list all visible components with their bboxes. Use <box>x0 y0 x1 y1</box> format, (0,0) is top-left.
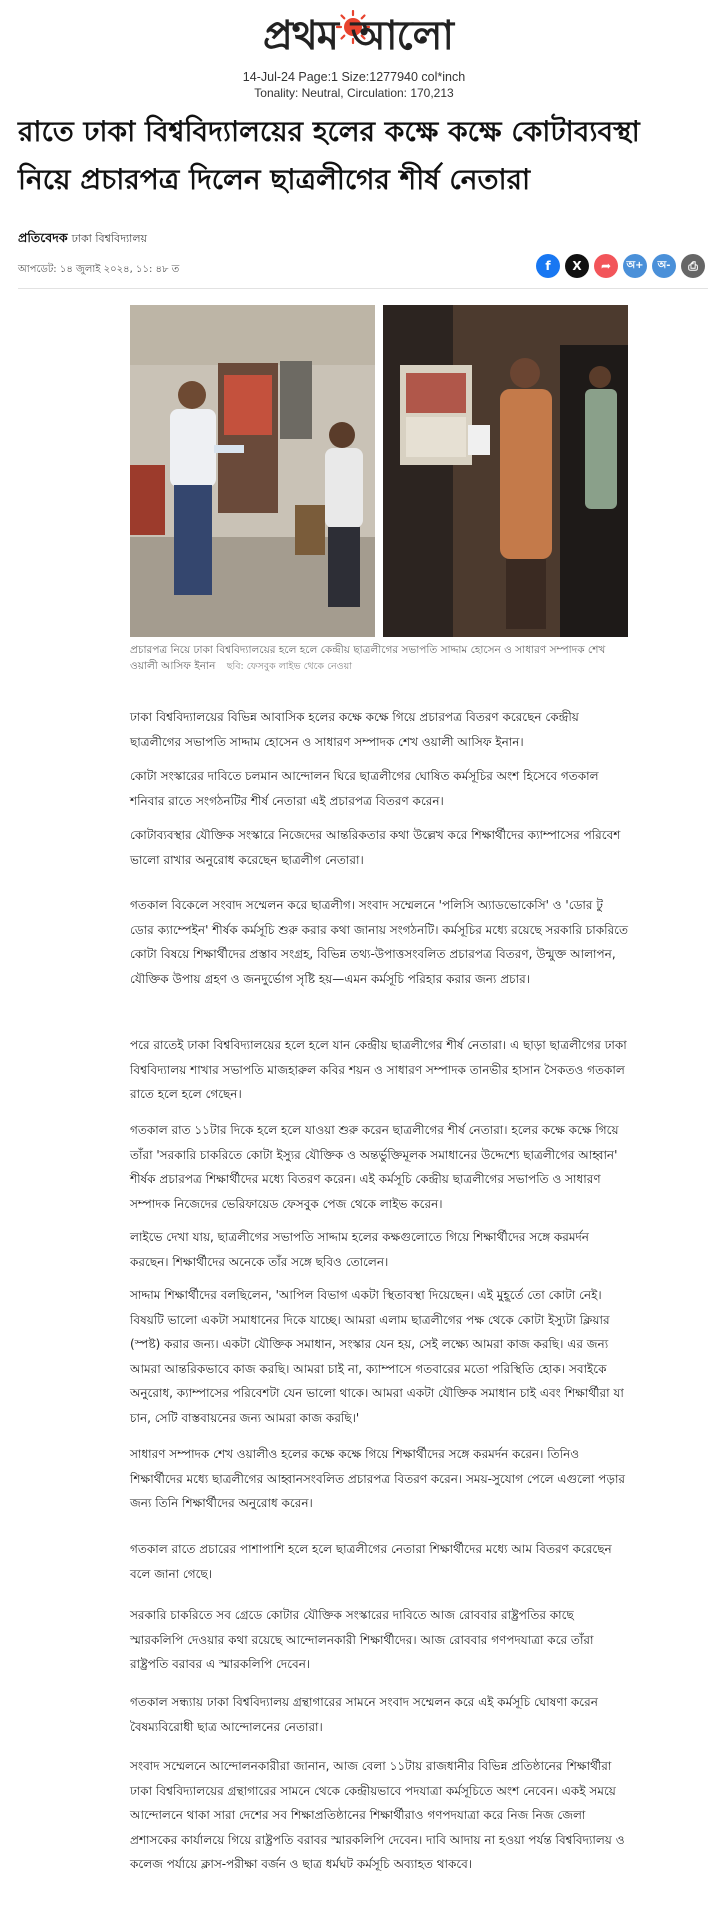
paragraph-8: সাদ্দাম শিক্ষার্থীদের বলছিলেন, 'আপিল বিভাগ একটা স্থিতাবস্থা দিয়েছেন। এই মুহূর্তে তো কোটা নেই। বিষয়টি ভালো একটা সমাধানের দিকে যাচ্ছে। আমরা এলাম ছাত্রলীগের পক্ষ থেকে কোটা ইস্যুটা ক্লিয়ার (স্পষ্ট) করার জন্য। একটা যৌক্তিক সমাধান, সংস্কার যেন হয়, সেই লক্ষ্যে আমরা কাজ করছি। এর জন্য আমরা আন্তরিকভাবে কাজ করছি। আমরা চাই না, ক্যাম্পাসে গতবারের মতো পরিস্থিতি হোক। সবাইকে অনুরোধ, ক্যাম্পাসের পরিবেশটা যেন ভালো থাকে। আমরা একটা যৌক্তিক সমাধান চাই এবং শিক্ষার্থীরা যা চান, সেটি বাস্তবায়নের জন্য আমরা কাজ করছি।' <box>130 1288 624 1425</box>
lead-photo[interactable] <box>130 305 628 637</box>
print-button[interactable] <box>681 254 705 278</box>
share-bar <box>536 254 708 280</box>
paragraph-11: সরকারি চাকরিতে সব গ্রেডে কোটার যৌক্তিক সংস্কারের দাবিতে আজ রোববার রাষ্ট্রপতির কাছে স্মারকলিপি দেওয়ার কথা রয়েছে আন্দোলনকারী শিক্ষার্থীদের। আজ রোববার গণপদযাত্রা করে তাঁরা রাষ্ট্রপতি বরাবর এ স্মারকলিপি দেবেন। <box>130 1608 594 1671</box>
byline-author[interactable]: প্রতিবেদক <box>18 230 68 245</box>
updated-time: আপডেট: ১৪ জুলাই ২০২৪, ১১: ৪৮ ত <box>18 264 180 275</box>
photo-caption <box>130 642 628 675</box>
font-decrease-icon: অ- <box>657 260 671 271</box>
masthead <box>0 0 708 104</box>
font-increase-icon: অ+ <box>626 260 644 271</box>
x-share-button[interactable] <box>565 254 589 278</box>
paragraph-1: ঢাকা বিশ্ববিদ্যালয়ের বিভিন্ন আবাসিক হলের কক্ষে কক্ষে গিয়ে প্রচারপত্র বিতরণ করেছেন কেন্দ্রীয় ছাত্রলীগের সভাপতি সাদ্দাম হোসেন ও সাধারণ সম্পাদক শেখ ওয়ালী আসিফ ইনান। <box>130 710 579 749</box>
x-twitter-icon: X <box>572 259 582 273</box>
paragraph-4: গতকাল বিকেলে সংবাদ সম্মেলন করে ছাত্রলীগ। সংবাদ সম্মেলনে 'পলিসি অ্যাডভোকেসি' ও 'ডোর টু ডোর ক্যাম্পেইন' শীর্ষক কর্মসূচি শুরু করার কথা জানায় সংগঠনটি। কর্মসূচির মধ্যে রয়েছে সরকারি চাকরিতে কোটা বিষয়ে শিক্ষার্থীদের প্রস্তাব সংগ্রহ, বিভিন্ন তথ্য-উপাত্তসংবলিত প্রচারপত্র বিতরণ, উন্মুক্ত আলাপন, যৌক্তিক উপায় গ্রহণ ও জনদুর্ভোগ সৃষ্টি হয়—এমন কর্মসূচি পরিহার করার জন্য প্রচার। <box>130 898 628 986</box>
paragraph-12: গতকাল সন্ধ্যায় ঢাকা বিশ্ববিদ্যালয় গ্রন্থাগারের সামনে সংবাদ সম্মেলন করে এই কর্মসূচি ঘোষণা করেন বৈষম্যবিরোধী ছাত্র আন্দোলনের নেতারা। <box>130 1695 598 1734</box>
paragraph-9: সাধারণ সম্পাদক শেখ ওয়ালীও হলের কক্ষে কক্ষে গিয়ে শিক্ষার্থীদের সঙ্গে করমর্দন করেন। তিনিও শিক্ষার্থীদের মধ্যে ছাত্রলীগের আহ্বানসংবলিত প্রচারপত্র বিতরণ করেন। সময়-সুযোগ পেলে এগুলো পড়ার জন্য তিনি শিক্ষার্থীদের অনুরোধ করেন। <box>130 1447 626 1510</box>
paragraph-6: গতকাল রাত ১১টার দিকে হলে হলে যাওয়া শুরু করেন ছাত্রলীগের শীর্ষ নেতারা। হলের কক্ষে কক্ষে গিয়ে তাঁরা 'সরকারি চাকরিতে কোটা ইস্যুর যৌক্তিক ও অন্তর্ভুক্তিমূলক সমাধানের উদ্দেশ্যে ছাত্রলীগের আহ্বান' শীর্ষক প্রচারপত্র শিক্ষার্থীদের মধ্যে বিতরণ করেন। এই কর্মসূচি কেন্দ্রীয় ছাত্রলীগের সভাপতি ও সাধারণ সম্পাদক নিজেদের ভেরিফায়েড ফেসবুক পেজ থেকে লাইভ করেন। <box>130 1123 619 1211</box>
headline-line-2: নিয়ে প্রচারপত্র দিলেন ছাত্রলীগের শীর্ষ নেতারা <box>18 163 531 196</box>
tonality-info: Tonality: Neutral, Circulation: 170,213 <box>254 86 454 100</box>
paragraph-2: কোটা সংস্কারের দাবিতে চলমান আন্দোলন ঘিরে ছাত্রলীগের ঘোষিত কর্মসূচির অংশ হিসেবে গতকাল শনিবার রাতে সংগঠনটির শীর্ষ নেতারা এই প্রচারপত্র বিতরণ করেন। <box>130 769 599 808</box>
caption-text: প্রচারপত্র নিয়ে ঢাকা বিশ্ববিদ্যালয়ের হলে হলে কেন্দ্রীয় ছাত্রলীগের সভাপতি সাদ্দাম হোসেন ও সাধারণ সম্পাদক শেখ ওয়ালী আসিফ ইনান <box>130 644 606 672</box>
paragraph-3: কোটাব্যবস্থার যৌক্তিক সংস্কারে নিজেদের আন্তরিকতার কথা উল্লেখ করে শিক্ষার্থীদের ক্যাম্পাসের পরিবেশ ভালো রাখার অনুরোধ করেছেন ছাত্রলীগ নেতারা। <box>130 828 621 867</box>
photo-credit: ছবি: ফেসবুক লাইভ থেকে নেওয়া <box>226 661 352 672</box>
paragraph-5: পরে রাতেই ঢাকা বিশ্ববিদ্যালয়ের হলে হলে যান কেন্দ্রীয় ছাত্রলীগের শীর্ষ নেতারা। এ ছাড়া ছাত্রলীগের ঢাকা বিশ্ববিদ্যালয় শাখার সভাপতি মাজহারুল কবির শয়ন ও সাধারণ সম্পাদক তানভীর হাসান সৈকতও গতকাল রাতে হলে হলে গেছেন। <box>130 1038 627 1101</box>
share-icon: ➦ <box>600 259 612 273</box>
paragraph-10: গতকাল রাতে প্রচারের পাশাপাশি হলে হলে ছাত্রলীগের নেতারা শিক্ষার্থীদের মধ্যে আম বিতরণ করেছেন বলে জানা গেছে। <box>130 1542 612 1581</box>
font-increase-button[interactable] <box>623 254 647 278</box>
divider <box>18 288 708 289</box>
facebook-icon: f <box>545 259 551 273</box>
paragraph-13: সংবাদ সম্মেলনে আন্দোলনকারীরা জানান, আজ বেলা ১১টায় রাজধানীর বিভিন্ন প্রতিষ্ঠানের শিক্ষার্থীরা ঢাকা বিশ্ববিদ্যালয়ের গ্রন্থাগারের সামনে থেকে কেন্দ্রীয়ভাবে পদযাত্রা কর্মসূচিতে অংশ নেবেন। একই সময়ে আন্দোলনে থাকা সারা দেশের সব শিক্ষাপ্রতিষ্ঠানের শিক্ষার্থীরাও গণপদযাত্রা করে নিজ নিজ জেলা প্রশাসকের কার্যালয়ে গিয়ে রাষ্ট্রপতি বরাবর স্মারকলিপি দেবেন। দাবি আদায় না হওয়া পর্যন্ত বিশ্ববিদ্যালয় ও কলেজ পর্যায়ে ক্লাস-পরীক্ষা বর্জন ও ছাত্র ধর্মঘট কর্মসূচি অব্যাহত থাকবে। <box>130 1759 625 1871</box>
article-headline <box>18 108 698 204</box>
paragraph-7: লাইভে দেখা যায়, ছাত্রলীগের সভাপতি সাদ্দাম হলের কক্ষগুলোতে গিয়ে শিক্ষার্থীদের সঙ্গে করমর্দন করছেন। শিক্ষার্থীদের অনেকে তাঁর সঙ্গে ছবিও তোলেন। <box>130 1230 589 1269</box>
byline-place: ঢাকা বিশ্ববিদ্যালয় <box>71 232 148 245</box>
share-button[interactable] <box>594 254 618 278</box>
font-decrease-button[interactable] <box>652 254 676 278</box>
prothom-alo-logo[interactable] <box>218 8 498 66</box>
print-icon: ⎙ <box>688 259 698 273</box>
headline-line-1: রাতে ঢাকা বিশ্ববিদ্যালয়ের হলের কক্ষে কক্ষে কোটাব্যবস্থা <box>18 115 640 148</box>
byline <box>18 230 147 250</box>
facebook-share-button[interactable] <box>536 254 560 278</box>
clip-info: 14-Jul-24 Page:1 Size:1277940 col*inch <box>242 70 466 84</box>
logo-text: প্রথম আলো <box>262 12 454 59</box>
